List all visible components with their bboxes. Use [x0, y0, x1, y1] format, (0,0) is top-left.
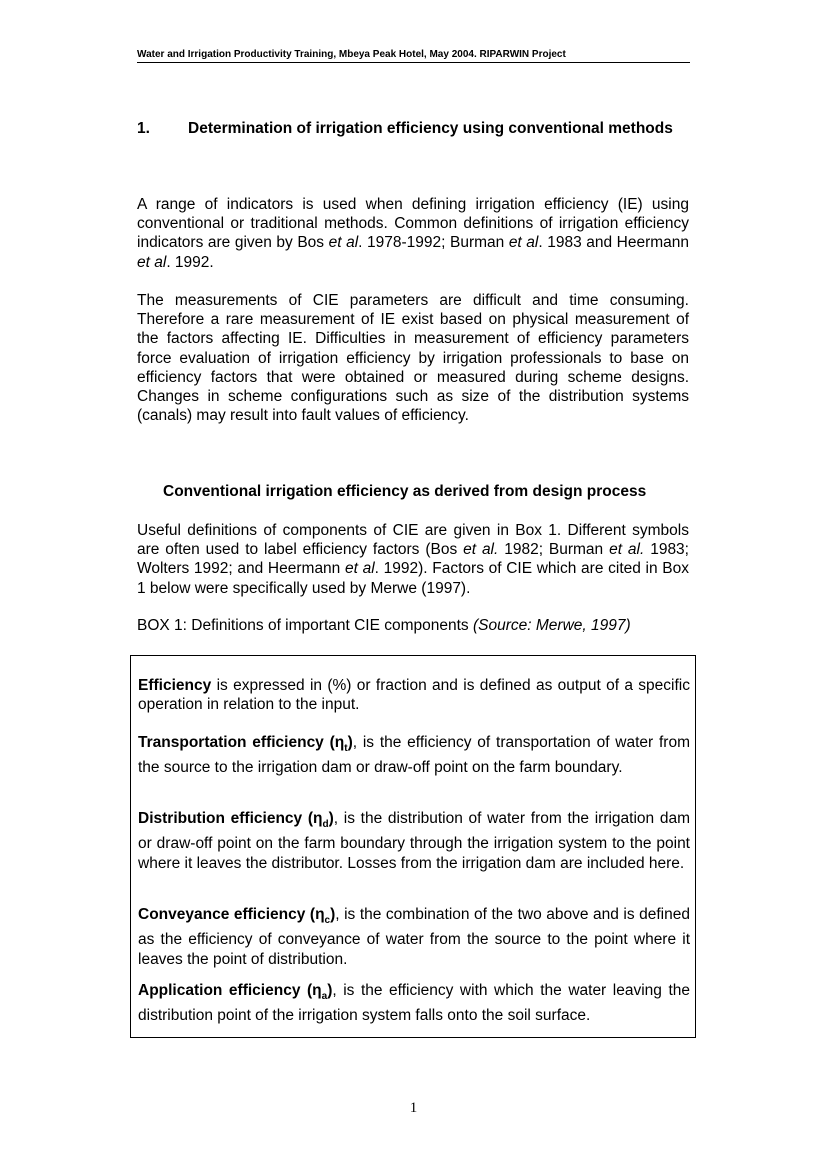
- subheading: Conventional irrigation efficiency as derived from design process: [163, 483, 647, 500]
- definition-term-text: Application efficiency (: [138, 982, 313, 999]
- definition-text: , is the distribution of water from the irrigation dam or draw-off point on the farm boundary through the irrigation system to the point where it leaves the distributor. Losses from the irrigation dam are included here.: [138, 810, 691, 872]
- definition-term: [138, 810, 334, 831]
- italic-et-al: et al.: [609, 541, 645, 559]
- definition-text: , is the combination of the two above and is defined as the efficiency of conveyance of water from the source to the point where it leaves the point of distribution.: [138, 906, 690, 968]
- italic-et-al: et al: [328, 234, 359, 252]
- definition-term: [138, 982, 333, 1003]
- paragraph-3: [137, 521, 689, 598]
- paragraph-3-text: 1983; Wolters 1992; and Heermann: [137, 541, 689, 578]
- eta-symbol: η: [315, 906, 325, 923]
- paragraph-2: The measurements of CIE parameters are difficult and time consuming. Therefore a rare measurement of IE exist based on physical measurement of the factors affecting IE. Difficulties in measurement of efficiency parameters force evaluation of irrigation efficiency by irrigation professionals to base on efficiency factors that were obtained or measured during scheme designs. Changes in scheme configurations such as size of the distribution systems (canals) may result into fault values of efficiency.: [137, 292, 689, 425]
- box-caption-source: (Source: Merwe, 1997): [473, 617, 631, 634]
- definition-term-text: Distribution efficiency (: [138, 810, 314, 827]
- close-paren: ): [328, 810, 334, 827]
- running-header: Water and Irrigation Productivity Training, Mbeya Peak Hotel, May 2004. RIPARWIN Project: [137, 49, 690, 63]
- italic-et-al: et al: [344, 560, 375, 578]
- definition-text: , is the efficiency of transportation of water from the source to the irrigation dam or draw-off point on the farm boundary.: [138, 734, 690, 777]
- definition-term: [138, 906, 336, 927]
- symbol-subscript: t: [344, 743, 348, 755]
- definition-term: [138, 734, 353, 755]
- eta-symbol: η: [312, 982, 322, 999]
- section-heading: [137, 119, 690, 138]
- definition-text: , is the efficiency with which the water leaving the distribution point of the irrigation system falls onto the soil surface.: [138, 982, 690, 1025]
- page-number: 1: [409, 1100, 418, 1116]
- close-paren: ): [347, 734, 353, 751]
- box-caption: [137, 617, 631, 635]
- definition-distribution-efficiency: [138, 809, 690, 873]
- paragraph-3-text: 1982; Burman: [498, 541, 610, 559]
- eta-symbol: η: [313, 810, 323, 827]
- definition-term: Efficiency: [138, 677, 212, 694]
- italic-et-al: et al: [508, 234, 539, 252]
- definition-transportation-efficiency: [138, 733, 690, 778]
- close-paren: ): [330, 906, 336, 923]
- symbol-subscript: d: [322, 819, 329, 831]
- definition-efficiency: [138, 676, 690, 714]
- definition-conveyance-efficiency: [138, 905, 690, 969]
- definition-term-text: Transportation efficiency (: [138, 734, 335, 751]
- paragraph-1-text: . 1978-1992; Burman: [358, 234, 509, 252]
- definitions-box: [130, 655, 696, 1038]
- symbol-subscript: c: [324, 915, 331, 927]
- section-number: 1.: [137, 120, 150, 137]
- paragraph-3-text: Useful definitions of components of CIE are given in Box 1. Different symbols are often used to label efficiency factors (Bos: [137, 522, 689, 559]
- symbol-subscript: a: [321, 991, 328, 1003]
- close-paren: ): [327, 982, 333, 999]
- definition-application-efficiency: [138, 981, 690, 1026]
- paragraph-1-text: . 1983 and Heermann: [538, 234, 690, 252]
- paragraph-1-text: A range of indicators is used when defining irrigation efficiency (IE) using conventional or traditional methods. Common definitions of irrigation efficiency indicators are given by Bos: [137, 196, 689, 252]
- paragraph-1: [137, 195, 689, 272]
- definition-term-text: Conveyance efficiency (: [138, 906, 316, 923]
- italic-et-al: et al: [137, 253, 167, 271]
- box-caption-text: BOX 1: Definitions of important CIE components: [137, 617, 473, 634]
- italic-et-al: et al.: [463, 541, 499, 559]
- paragraph-3-text: . 1992). Factors of CIE which are cited in Box 1 below were specifically used by Merwe (1997).: [137, 560, 689, 597]
- section-title: Determination of irrigation efficiency using conventional methods: [188, 120, 673, 137]
- paragraph-1-text: . 1992.: [166, 253, 214, 271]
- eta-symbol: η: [334, 734, 345, 751]
- definition-text: is expressed in (%) or fraction and is defined as output of a specific operation in relation to the input.: [138, 677, 690, 714]
